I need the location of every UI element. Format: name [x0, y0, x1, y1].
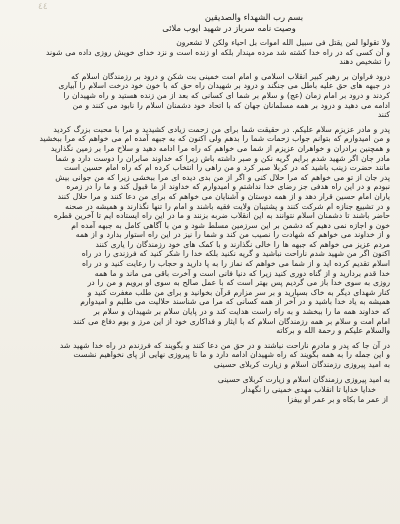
text-line: مانند حضرت زینب باشید که در کربلا صبر کرد و من راهی را انتخاب کرده ام که راه امام حسین است: [64, 163, 390, 173]
text-line: اسلام تقدیم کرده اید و از شما می خواهم که نماز را به پا دارید و حجاب را رعایت کنید و در راه: [81, 259, 390, 269]
text-line: کنند: [377, 110, 390, 120]
text-line: ولا تقولوا لمن یقتل فی سبیل الله اموات بل احیاء ولکن لا تشعرون: [176, 38, 390, 47]
text-line: امام امت و سلام بر همه رزمندگان اسلام که با ایثار و فداکاری خود از این مرز و بوم دفاع می کنند: [72, 316, 390, 326]
header-line-1: بسم رب الشهداء والصدیقین: [204, 12, 304, 22]
text-line: مادر جان اگر شهید شدم برایم گریه نکن و صبر داشته باش زیرا که خداوند صابران را دوست دارد و شما: [55, 153, 390, 163]
text-line: که خداوند همه ما را ببخشد و به راه راست هدایت کند و در پایان سلام بر شهیدان و سلام بر: [93, 307, 390, 317]
text-line: همیشه به یاد خدا باشید و در آخر از همه کسانی که مرا می شناسند حلالیت می طلبم و امیدوارم: [80, 297, 390, 307]
text-line: و آن کسی که در راه خدا کشته شد مرده مپندار بلکه او زنده است و نزد خدای خویش روزی داده می شوند: [45, 47, 390, 57]
text-line: خون و اجازه نمی دهیم که دشمن بر این سرزمین مسلط شود و من با آگاهی کامل به جبهه آمده ام: [71, 220, 390, 230]
paragraph: [8, 125, 390, 336]
paragraph: [8, 341, 390, 370]
text-line: را تشخیص دهند: [339, 57, 390, 67]
text-line: در جبهه های حق علیه باطل می جنگند و درود بر شهیدان راه حق که با خون خود درخت اسلام را آبیاری: [58, 81, 390, 91]
closing-block: [8, 375, 390, 405]
closing-line-1: به امید پیروزی رزمندگان اسلام و زیارت کربلای حسینی: [217, 374, 390, 384]
text-line: و من امیدوارم که بتوانم جواب زحمات شما را بدهم ولی اکنون که به جبهه آمده ام می خواهم که مرا ببخشید: [39, 134, 390, 144]
text-line: حاضر باشند تا دشمنان اسلام نتوانند به این انقلاب ضربه بزنند و ما در این راه ایستاده ایم تا آخرین قطره: [53, 211, 390, 221]
text-line: پدر و مادر عزیزم سلام علیکم. در حقیقت شما برای من زحمت زیادی کشیدید و مرا با محبت بزرگ کردید: [53, 124, 390, 134]
paragraph: [8, 72, 390, 120]
text-line: پدر جان از تو می خواهم که مرا حلال کنی و اگر از من بدی دیده ای مرا ببخشی زیرا که من جوانی بیش: [55, 172, 390, 182]
text-line: درود فراوان بر رهبر کبیر انقلاب اسلامی و امام امت خمینی بت شکن و درود بر رزمندگان اسلام که: [71, 71, 390, 81]
text-line: نبودم و در این راه هدفی جز رضای خدا نداشتم و امیدوارم که خداوند از ما قبول کند و ما را در زمره: [66, 182, 390, 192]
text-line: کردند و درود بر امام زمان (عج) و سلام بر شما ای کسانی که بعد از من زنده هستید و راه شهیدان را: [63, 90, 390, 100]
text-line: خدا قدم بردارید و از گناه دوری کنید زیرا که دنیا فانی است و آخرت باقی می ماند و ما همه: [94, 268, 390, 278]
text-line: و از خداوند می خواهم که شهادت را نصیب من کند و شما را نیز در این راه استوار بدارد و از همه: [75, 230, 390, 240]
closing-line-2: خدایا خدایا تا انقلاب مهدی خمینی را نگهدار: [241, 384, 376, 394]
text-line: به امید پیروزی رزمندگان اسلام و زیارت کربلای حسینی: [213, 360, 390, 369]
corner-mark: ٤٤: [38, 2, 48, 12]
text-line: و در تشییع جنازه ام شرکت کنند و پشتیبان ولایت فقیه باشند و امام را تنها نگذارند و همیشه در صحنه: [65, 201, 390, 211]
text-line: کنار شهدای دیگر به خاک بسپارید و بر سر مزارم قرآن بخوانید و برای من طلب مغفرت کنید و: [87, 287, 390, 297]
text-line: اکنون اگر من شهید شدم ناراحت نباشید و گریه نکنید بلکه خدا را شکر کنید که فرزندی را در راه: [81, 249, 390, 259]
document-body: [8, 38, 390, 370]
document-header: [8, 12, 390, 34]
header-line-2: وصیت نامه سرباز در شهید ایوب ملائی: [162, 23, 296, 33]
text-line: و این جمله را به همه بگویند که راه شهیدان ادامه دارد و ما تا پیروزی نهایی از پای نخواهیم نشست: [73, 350, 390, 360]
text-line: والسلام علیکم و رحمة الله و برکاته: [276, 326, 390, 336]
text-line: روزی به سوی خدا باز می گردیم پس بهتر است که با عمل صالح به سوی او برویم و من را در: [87, 278, 390, 288]
closing-line-3: از عمر ما بکاه و بر عمر او بیفزا: [287, 394, 388, 404]
text-line: مردم عزیز می خواهم که جبهه ها را خالی نگذارند و با کمک های خود رزمندگان را یاری کنند: [95, 239, 390, 249]
text-line: در آن جا که پدر و مادرم ناراحت نباشند و در حق من دعا کنند و بگویند که فرزندم در راه خدا شهید شد: [59, 340, 390, 350]
text-line: یاران امام حسین قرار دهد و از همه دوستان و آشنایان می خواهم که برای من دعا کنند و مرا حلال کنند: [57, 191, 390, 201]
text-line: ادامه می دهید و درود بر همه مسلمانان جهان که با اتحاد خود دشمنان اسلام را نابود می کنند و من: [72, 100, 390, 110]
paragraph: [8, 38, 390, 67]
text-line: و همچنین برادران و خواهران عزیزم از شما می خواهم که راه مرا ادامه دهید و سلاح مرا بر زمین نگذارید: [50, 143, 390, 153]
